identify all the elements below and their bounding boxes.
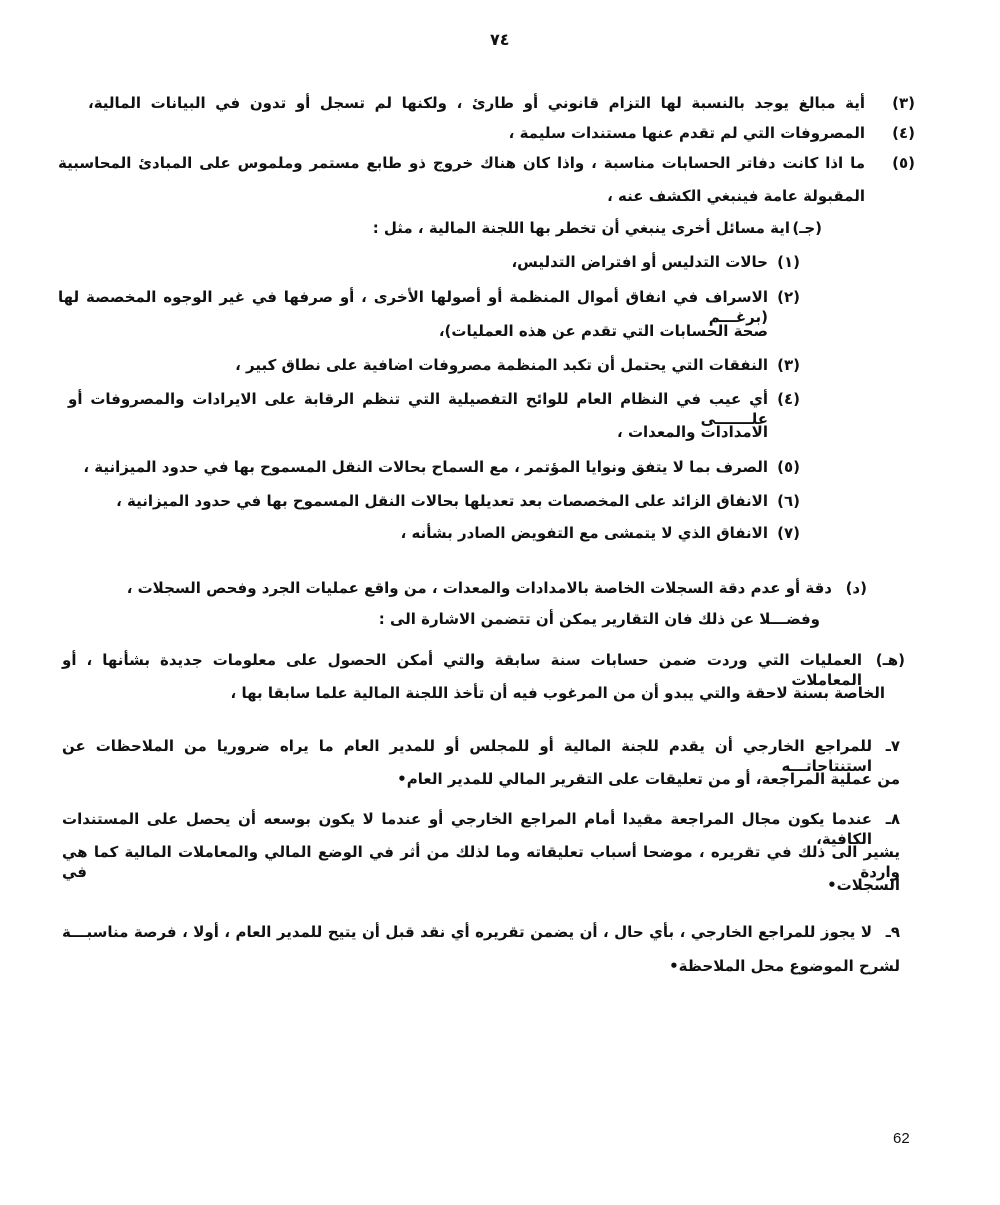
- item-text: الاسراف في انفاق أموال المنظمة أو أصولها الأخرى ، أو صرفها في غير الوجوه المخصصة لها (برغـــم: [58, 288, 768, 326]
- item-text: الانفاق الذي لا يتمشى مع التفويض الصادر بشأنه ،: [400, 524, 768, 542]
- section-text: دقة أو عدم دقة السجلات الخاصة بالامدادات والمعدات ، من واقع عمليات الجرد وفحص السجلات ،: [126, 579, 832, 597]
- item-text: ما اذا كانت دفاتر الحسابات مناسبة ، واذا كان هناك خروج ذو طابع مستمر وملموس على المبادئ المحاسبية: [58, 154, 865, 172]
- paragraph-text: لشرح الموضوع محل الملاحظة•: [669, 957, 900, 975]
- paragraph-text: من عملية المراجعة، أو من تعليقات على التقرير المالي للمدير العام•: [397, 770, 900, 788]
- section-text: الخاصة بسنة لاحقة والتي يبدو أن من المرغوب فيه أن تأخذ اللجنة المالية علما سابقا بها ،: [230, 684, 885, 702]
- item-text: المصروفات التي لم تقدم عنها مستندات سليمة ،: [508, 124, 865, 142]
- page-number-bottom: 62: [893, 1130, 910, 1147]
- section-label: (هـ): [875, 651, 905, 669]
- item-label: (٤): [777, 390, 800, 408]
- item-label: (٣): [777, 356, 800, 374]
- item-text: صحة الحسابات التي تقدم عن هذه العمليات)،: [438, 322, 768, 340]
- item-text: الصرف بما لا يتفق ونوايا المؤتمر ، مع السماح بحالات النقل المسموح بها في حدود الميزانية ،: [83, 458, 768, 476]
- paragraph-label: ٩ـ: [885, 923, 900, 941]
- item-label: (٢): [777, 288, 800, 306]
- item-text: حالات التدليس أو افتراض التدليس،: [511, 253, 768, 271]
- item-label: (٥): [892, 154, 915, 172]
- paragraph-text: عندما يكون مجال المراجعة مقيدا أمام المراجع الخارجي أو عندما لا يكون بوسعه أن يحصل على المستندات الكافية،: [62, 810, 872, 848]
- item-label: (١): [777, 253, 800, 271]
- section-intro: اية مسائل أخرى ينبغي أن تخطر بها اللجنة المالية ، مثل :: [372, 219, 790, 237]
- item-label: (٥): [777, 458, 800, 476]
- item-text: الامدادات والمعدات ،: [617, 423, 768, 441]
- item-label: (٤): [892, 124, 915, 142]
- paragraph-text: لا يجوز للمراجع الخارجي ، بأي حال ، أن يضمن تقريره أي نقد قبل أن يتيح للمدير العام ، أولا ، فرصة مناسبـــة: [62, 923, 872, 941]
- item-label: (٣): [892, 94, 915, 112]
- section-text: العمليات التي وردت ضمن حسابات سنة سابقة والتي أمكن الحصول على معلومات جديدة بشأنها ، أو المعاملات: [62, 651, 862, 689]
- item-text: الانفاق الزائد على المخصصات بعد تعديلها بحالات النقل المسموح بها في حدود الميزانية ،: [116, 492, 768, 510]
- paragraph-text: يشير الى ذلك في تقريره ، موضحا أسباب تعليقاته وما لذلك من أثر في الوضع المالي والمعاملات المالية كما هي واردة في: [62, 843, 900, 881]
- paragraph-label: ٧ـ: [885, 737, 900, 755]
- paragraph-label: ٨ـ: [885, 810, 900, 828]
- item-text: أي عيب في النظام العام للوائح التفصيلية التي تنظم الرقابة على الايرادات والمصروفات أو علـــــــى: [68, 390, 768, 428]
- section-label: (د): [845, 579, 867, 597]
- section-text: وفضـــلا عن ذلك فان التقارير يمكن أن تتضمن الاشارة الى :: [378, 610, 820, 628]
- item-label: (٦): [777, 492, 800, 510]
- page-number-top: ٧٤: [490, 30, 510, 49]
- item-label: (٧): [777, 524, 800, 542]
- item-text: المقبولة عامة فينبغي الكشف عنه ،: [607, 187, 865, 205]
- section-label: (جـ): [792, 219, 822, 237]
- item-text: النفقات التي يحتمل أن تكبد المنظمة مصروفات اضافية على نطاق كبير ،: [235, 356, 768, 374]
- paragraph-text: للمراجع الخارجي أن يقدم للجنة المالية أو للمجلس أو للمدير العام ما يراه ضروريا من الملاحظات عن استنتاجاتـــه: [62, 737, 872, 775]
- item-text: أية مبالغ يوجد بالنسبة لها التزام قانوني أو طارئ ، ولكنها لم تسجل أو تدون في البيانات المالية،: [88, 94, 865, 112]
- paragraph-text: السجلات•: [827, 876, 900, 894]
